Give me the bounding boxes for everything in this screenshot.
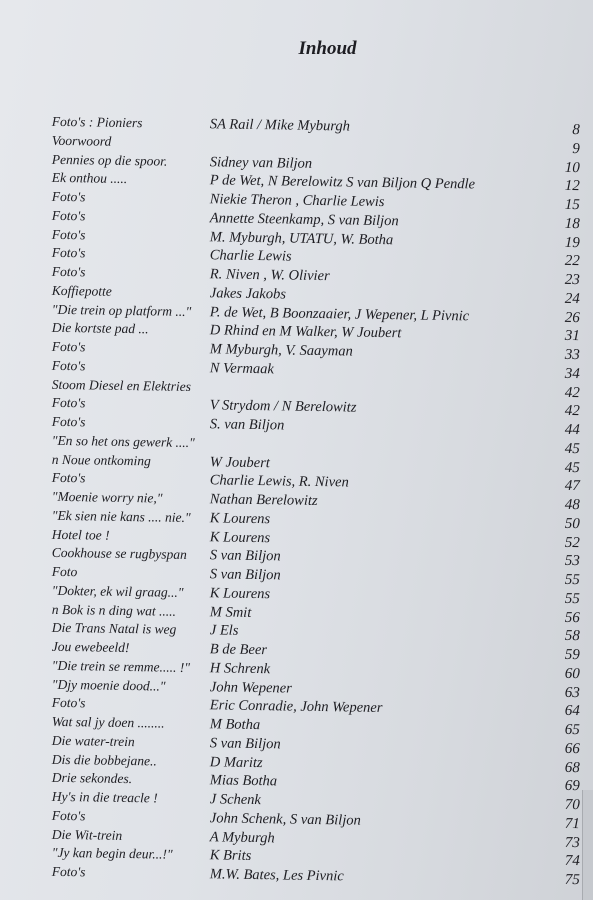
toc-entry-author: John Schenk, S van Biljon <box>209 810 361 829</box>
toc-entry-page: 42 <box>564 384 580 401</box>
toc-entry-author: K Brits <box>209 847 252 865</box>
toc-entry-page: 24 <box>564 290 580 307</box>
toc-entry-title: "Jy kan begin deur...!" <box>51 845 173 862</box>
toc-entry-title: Wat sal jy doen ........ <box>51 713 165 731</box>
toc-entry-author: P de Wet, N Berelowitz S van Biljon Q Pendle <box>209 172 476 193</box>
toc-entry-page: 45 <box>564 459 580 476</box>
toc-entry-title: Stoom Diesel en Elektries <box>51 376 192 394</box>
toc-entry-author: Eric Conradie, John Wepener <box>209 697 383 717</box>
toc-entry-title: Foto's <box>51 207 86 224</box>
toc-entry-title: Foto's <box>51 263 86 280</box>
toc-entry-title: Die kortste pad ... <box>51 320 149 337</box>
toc-entry-page: 50 <box>564 515 580 532</box>
toc-entry-title: Foto's <box>51 413 86 430</box>
toc-entry-page: 69 <box>564 778 580 795</box>
toc-entry-author: B de Beer <box>209 641 268 659</box>
toc-entry-page: 45 <box>564 440 580 457</box>
toc-entry-title: Voorwoord <box>51 132 112 149</box>
toc-entry-author: M Myburgh, V. Saayman <box>209 341 353 360</box>
toc-entry-title: Die water-trein <box>51 732 135 749</box>
toc-entry-title: Foto's <box>51 695 86 711</box>
toc-entry-title: Foto's <box>51 338 86 355</box>
toc-entry-title: Jou ewebeeld! <box>51 638 130 656</box>
toc-entry-title: Foto's <box>51 395 86 411</box>
toc-entry-title: Foto's <box>51 226 86 242</box>
toc-entry-page: 8 <box>572 121 580 139</box>
toc-entry-title: Hy's in die treacle ! <box>51 788 158 806</box>
toc-entry-page: 71 <box>564 815 580 832</box>
toc-entry-author: J Schenk <box>209 791 262 809</box>
toc-entry-author: Sidney van Biljon <box>209 153 313 172</box>
toc-entry-author: H Schrenk <box>209 660 271 677</box>
toc-entry-author: S. van Biljon <box>209 416 285 434</box>
toc-entry-author: D Maritz <box>209 753 263 771</box>
toc-entry-page: 15 <box>564 196 580 214</box>
toc-entry-title: n Noue ontkoming <box>51 451 151 468</box>
toc-entry-page: 19 <box>564 234 580 251</box>
toc-entry-page: 31 <box>564 328 580 345</box>
toc-entry-page: 42 <box>564 403 580 420</box>
toc-entry-title: Foto's <box>51 357 86 374</box>
toc-entry-page: 55 <box>564 571 580 589</box>
toc-entry-author: Niekie Theron , Charlie Lewis <box>209 191 385 211</box>
toc-entry-page: 55 <box>564 590 580 607</box>
toc-entry-page: 63 <box>564 684 580 701</box>
toc-entry-title: Hotel toe ! <box>51 526 110 543</box>
toc-entry-page: 48 <box>564 496 580 514</box>
toc-entry-page: 18 <box>564 215 580 232</box>
toc-entry-page: 66 <box>564 740 580 757</box>
toc-entry-title: "Die trein op platform ..." <box>51 301 192 319</box>
toc-entry-title: Die Trans Natal is weg <box>51 620 177 638</box>
toc-entry-title: "Moenie worry nie," <box>51 488 163 506</box>
toc-entry-page: 44 <box>564 421 580 439</box>
toc-entry-author: W Joubert <box>209 453 270 471</box>
toc-entry-author: M.W. Bates, Les Pivnic <box>209 866 344 885</box>
toc-entry-title: Foto's <box>51 470 86 486</box>
toc-entry-page: 33 <box>564 346 580 364</box>
toc-entry-author: S van Biljon <box>209 547 281 565</box>
toc-entry-author: A Myburgh <box>209 828 275 846</box>
toc-entry-title: Die Wit-trein <box>51 826 123 843</box>
toc-entry-author: V Strydom / N Berelowitz <box>209 397 357 416</box>
toc-entry-page: 58 <box>564 628 580 645</box>
toc-entry-title: "Die trein se remme..... !" <box>51 657 191 675</box>
toc-entry-title: "Djy moenie dood..." <box>51 676 166 694</box>
toc-entry-page: 52 <box>564 534 580 551</box>
toc-entry-page: 56 <box>564 609 580 626</box>
toc-entry-author: K Lourens <box>209 585 271 602</box>
toc-entry-title: Drie sekondes. <box>51 770 133 787</box>
toc-entry-page: 59 <box>564 646 580 664</box>
toc-entry-author: Annette Steenkamp, S van Biljon <box>209 210 399 230</box>
toc-entry-page: 68 <box>564 759 580 776</box>
toc-entry-author: D Rhind en M Walker, W Joubert <box>209 322 402 342</box>
page-title: Inhoud <box>298 38 357 59</box>
toc-entry-author: K Lourens <box>209 528 271 546</box>
toc-entry-page: 70 <box>564 796 580 814</box>
toc-entry-author: M Botha <box>209 716 261 734</box>
toc-entry-title: Foto's <box>51 863 86 880</box>
toc-entry-page: 65 <box>564 721 580 739</box>
toc-entry-title: Dis die bobbejane.. <box>51 751 157 768</box>
toc-entry-page: 75 <box>564 871 580 889</box>
toc-entry-author: N Vermaak <box>209 360 274 378</box>
toc-entry-author: Mias Botha <box>209 772 278 790</box>
toc-entry-page: 26 <box>564 309 580 326</box>
toc-entry-page: 60 <box>564 665 580 682</box>
toc-entry-author: S van Biljon <box>209 566 281 584</box>
toc-entry-page: 10 <box>564 159 580 176</box>
toc-entry-title: "Ek sien nie kans .... nie." <box>51 507 191 525</box>
toc-entry-title: Foto's : Pioniers <box>51 113 143 131</box>
toc-entry-author: John Wepener <box>209 678 292 697</box>
toc-entry-title: "En so het ons gewerk ...." <box>51 432 195 450</box>
toc-entry-author: R. Niven , W. Olivier <box>209 266 330 285</box>
toc-entry-author: Charlie Lewis <box>209 247 292 265</box>
toc-entry-page: 9 <box>572 140 580 157</box>
toc-entry-author: M Smit <box>209 603 252 621</box>
toc-entry-author: Nathan Berelowitz <box>209 491 318 509</box>
toc-entry-page: 23 <box>564 271 580 289</box>
toc-entry-title: Cookhouse se rugbyspan <box>51 545 187 563</box>
toc-entry-title: Koffiepotte <box>51 282 112 299</box>
toc-entry-author: P. de Wet, B Boonzaaier, J Wepener, L Pivnic <box>209 303 470 324</box>
toc-entry-author: SA Rail / Mike Myburgh <box>209 116 351 135</box>
toc-entry-author: S van Biljon <box>209 735 281 753</box>
toc-entry-page: 34 <box>564 365 580 382</box>
toc-entry-title: n Bok is n ding wat ..... <box>51 601 177 619</box>
toc-entry-page: 73 <box>564 834 580 851</box>
toc-entry-title: Foto's <box>51 245 86 261</box>
toc-entry-page: 53 <box>564 553 580 570</box>
toc-entry-title: Foto <box>51 563 78 580</box>
toc-entry-title: Foto's <box>51 188 86 205</box>
toc-entry-author: Charlie Lewis, R. Niven <box>209 472 349 491</box>
toc-entry-page: 74 <box>564 853 580 870</box>
toc-entry-title: "Dokter, ek wil graag..." <box>51 582 184 600</box>
toc-entry-author: M. Myburgh, UTATU, W. Botha <box>209 228 394 248</box>
toc-entry-page: 12 <box>564 178 580 195</box>
toc-entry-title: Ek onthou ..... <box>51 170 128 187</box>
toc-entry-title: Foto's <box>51 807 86 824</box>
toc-entry-page: 22 <box>564 253 580 270</box>
toc-entry-page: 64 <box>564 703 580 720</box>
toc-entry-author: Jakes Jakobs <box>209 285 287 303</box>
toc-entry-author: K Lourens <box>209 510 271 527</box>
toc-entry-title: Pennies op die spoor. <box>51 151 168 169</box>
toc-entry-page: 47 <box>564 478 580 495</box>
toc-entry-author: J Els <box>209 622 239 639</box>
